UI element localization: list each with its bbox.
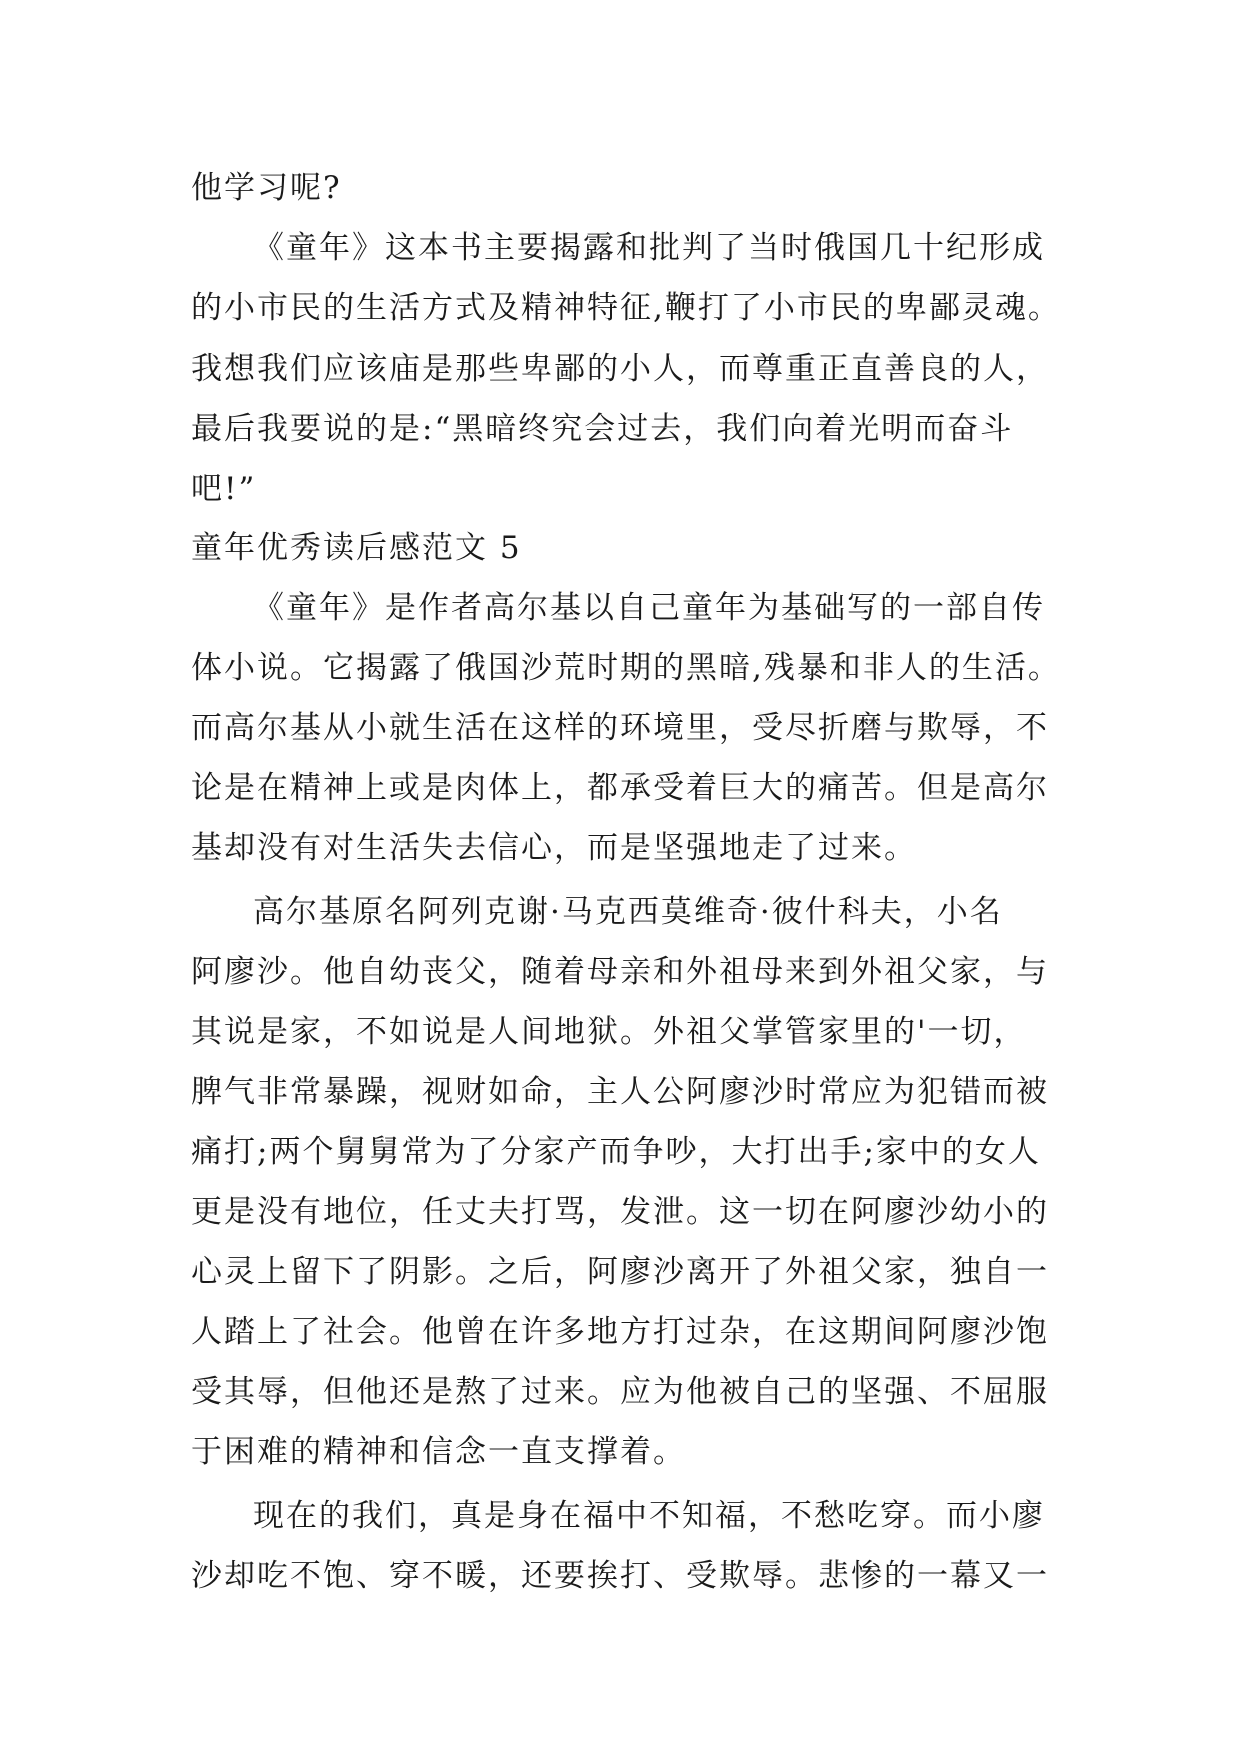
paragraph-first-line: 《童年》这本书主要揭露和批判了当时俄国几十纪形成: [253, 230, 1045, 266]
paragraph-first-line: 现在的我们，真是身在福中不知福，不愁吃穿。而小廖: [253, 1498, 1045, 1534]
text-line: 心灵上留下了阴影。之后，阿廖沙离开了外祖父家，独自一: [191, 1254, 1049, 1290]
text-line: 痛打;两个舅舅常为了分家产而争吵，大打出手;家中的女人: [191, 1134, 1041, 1170]
text-line: 我想我们应该庙是那些卑鄙的小人，而尊重正直善良的人，: [191, 351, 1049, 387]
text-line: 体小说。它揭露了俄国沙荒时期的黑暗,残暴和非人的生活。: [191, 650, 1061, 686]
text-line: 吧!”: [191, 471, 257, 507]
text-line: 脾气非常暴躁，视财如命，主人公阿廖沙时常应为犯错而被: [191, 1074, 1049, 1110]
text-line: 于困难的精神和信念一直支撑着。: [191, 1434, 686, 1470]
paragraph-first-line: 《童年》是作者高尔基以自己童年为基础写的一部自传: [253, 590, 1045, 626]
paragraph-first-line: 高尔基原名阿列克谢·马克西莫维奇·彼什科夫，小名: [253, 894, 1003, 930]
text-line: 人踏上了社会。他曾在许多地方打过杂，在这期间阿廖沙饱: [191, 1314, 1049, 1350]
text-line: 沙却吃不饱、穿不暖，还要挨打、受欺辱。悲惨的一幕又一: [191, 1558, 1049, 1594]
text-line: 的小市民的生活方式及精神特征,鞭打了小市民的卑鄙灵魂。: [191, 290, 1061, 326]
text-line: 受其辱，但他还是熬了过来。应为他被自己的坚强、不屈服: [191, 1374, 1049, 1410]
text-line: 而高尔基从小就生活在这样的环境里，受尽折磨与欺辱，不: [191, 710, 1049, 746]
text-line: 最后我要说的是:“黑暗终究会过去，我们向着光明而奋斗: [191, 411, 1014, 447]
text-line: 他学习呢?: [191, 170, 342, 206]
text-line: 阿廖沙。他自幼丧父，随着母亲和外祖母来到外祖父家，与: [191, 954, 1049, 990]
text-line: 论是在精神上或是肉体上，都承受着巨大的痛苦。但是高尔: [191, 770, 1049, 806]
text-line: 更是没有地位，任丈夫打骂，发泄。这一切在阿廖沙幼小的: [191, 1194, 1049, 1230]
text-line: 其说是家，不如说是人间地狱。外祖父掌管家里的'一切，: [191, 1014, 1027, 1050]
section-heading: 童年优秀读后感范文 5: [191, 530, 522, 566]
text-line: 基却没有对生活失去信心，而是坚强地走了过来。: [191, 830, 917, 866]
